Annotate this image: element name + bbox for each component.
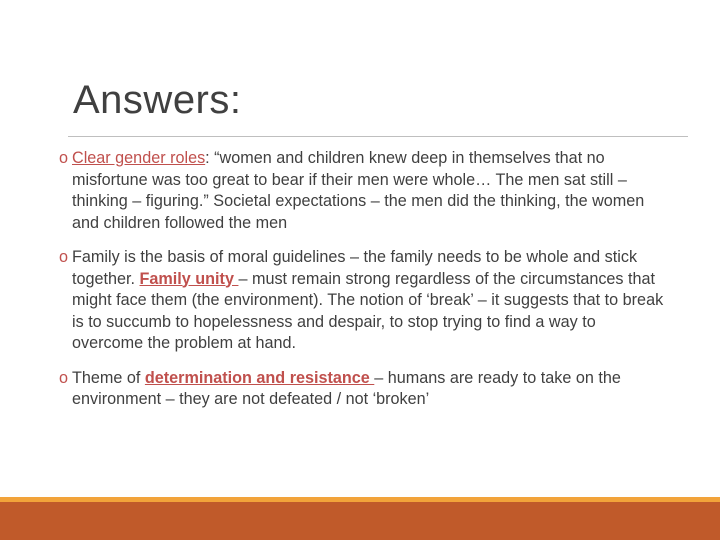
bullet-text	[72, 247, 664, 355]
bullet-highlight: Family unity	[139, 269, 239, 288]
bullet-highlight: Clear gender roles	[72, 149, 206, 167]
bullet-body: – humans are ready to take on the environment – they are not defeated / not ‘broken’	[72, 368, 621, 408]
bullet-text	[72, 368, 664, 411]
slide-title: Answers:	[73, 78, 242, 122]
bullet-item-determination	[59, 368, 664, 411]
bullet-list	[59, 148, 664, 424]
bullet-body: : “women and children knew deep in themselves that no misfortune was too great to bear if their men were whole… The men sat still – thinking – figuring.” Societal expectations – the men did the thinking, the women and children followed the men	[72, 149, 645, 232]
bullet-text	[72, 148, 664, 234]
bullet-item-gender-roles	[59, 148, 664, 234]
bullet-marker: o	[59, 368, 69, 387]
bullet-lead: Family is the basis of moral guidelines – the family needs to be whole and stick together.	[72, 248, 638, 288]
footer-bar	[0, 502, 720, 540]
bullet-marker: o	[59, 248, 69, 266]
bullet-marker: o	[59, 149, 69, 167]
bullet-item-family-unity	[59, 247, 664, 355]
bullet-lead: Theme of	[72, 368, 145, 387]
title-divider	[68, 136, 688, 137]
bullet-body: – must remain strong regardless of the circumstances that might face them (the environment). The notion of ‘break’ – it suggests that to break is to succumb to hopelessness and despair, to stop trying to find a way to overcome the problem at hand.	[72, 269, 664, 352]
bullet-highlight: determination and resistance	[144, 368, 375, 387]
